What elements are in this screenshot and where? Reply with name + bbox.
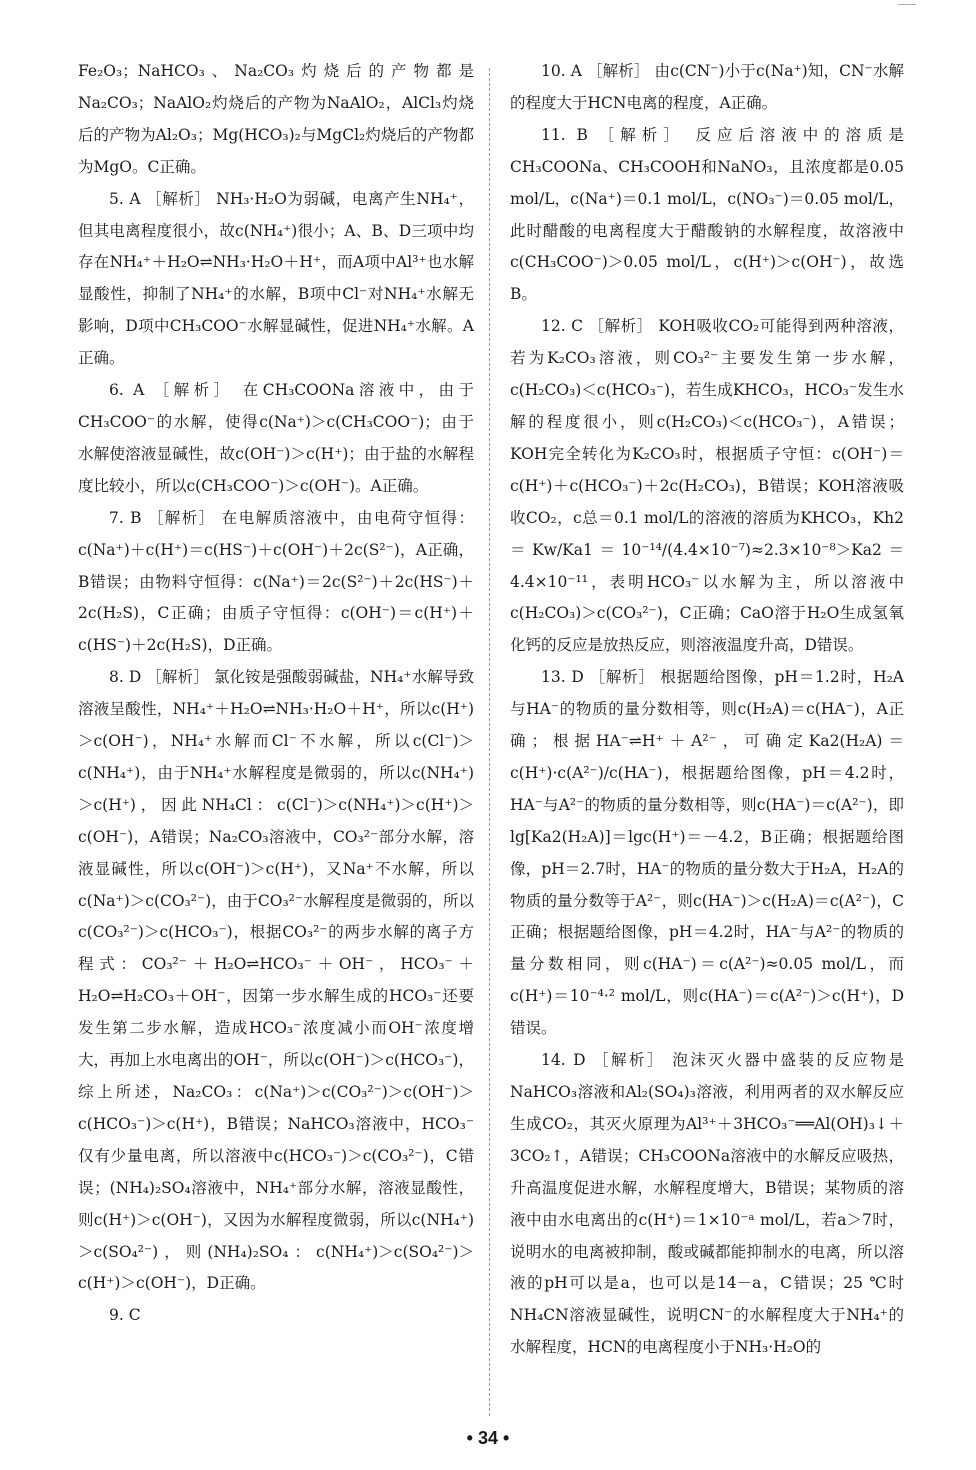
column-divider: [489, 68, 490, 1416]
corner-mark: [898, 4, 916, 5]
answer-paragraph-5: 5. A ［解析］ NH₃·H₂O为弱碱，电离产生NH₄⁺，但其电离程度很小，故c(NH₄⁺)很小；A、B、D三项中均存在NH₄⁺＋H₂O⇌NH₃·H₂O＋H⁺，而A项中Al³⁺也水解显酸性，抑制了NH₄⁺的水解，B项中Cl⁻对NH₄⁺水解无影响，D项中CH₃COO⁻水解显碱性，促进NH₄⁺水解。A正确。: [78, 189, 474, 368]
answer-paragraph-9: 9. C: [109, 1306, 141, 1325]
answer-paragraph-13: 13. D ［解析］ 根据题给图像，pH＝1.2时，H₂A与HA⁻的物质的量分数相等，则c(H₂A)＝c(HA⁻)，A正确；根据HA⁻⇌H⁺＋A²⁻，可确定Ka2(H₂A)＝c(H⁺)·c(A²⁻)/c(HA⁻)，根据题给图像，pH＝4.2时，HA⁻与A²⁻的物质的量分数相等，则c(HA⁻)＝c(A²⁻)，即lg[Ka2(H₂A)]＝lgc(H⁺)＝－4.2，B正确；根据题给图像，pH＝2.7时，HA⁻的物质的量分数大于H₂A，H₂A的物质的量分数等于A²⁻，则c(HA⁻)＞c(H₂A)＝c(A²⁻)，C正确；根据题给图像，pH＝4.2时，HA⁻与A²⁻的物质的量分数相同，则c(HA⁻)＝c(A²⁻)≈0.05 mol/L，而c(H⁺)＝10⁻⁴·² mol/L，则c(HA⁻)＝c(A²⁻)＞c(H⁺)，D错误。: [510, 668, 904, 1038]
left-column: [78, 56, 474, 1332]
answer-paragraph-4-cont: Fe₂O₃；NaHCO₃、Na₂CO₃灼烧后的产物都是Na₂CO₃；NaAlO₂灼烧后的产物为NaAlO₂，AlCl₃灼烧后的产物为Al₂O₃；Mg(HCO₃)₂与MgCl₂灼烧后的产物都为MgO。C正确。: [78, 62, 474, 176]
answer-paragraph-6: 6. A ［解析］ 在CH₃COONa溶液中，由于CH₃COO⁻的水解，使得c(Na⁺)＞c(CH₃COO⁻)；由于水解使溶液显碱性，故c(OH⁻)＞c(H⁺)；由于盐的水解程度比较小，所以c(CH₃COO⁻)＞c(OH⁻)。A正确。: [78, 381, 474, 495]
answer-paragraph-10: 10. A ［解析］ 由c(CN⁻)小于c(Na⁺)知，CN⁻水解的程度大于HCN电离的程度，A正确。: [510, 62, 904, 112]
answer-paragraph-8: 8. D ［解析］ 氯化铵是强酸弱碱盐，NH₄⁺水解导致溶液呈酸性，NH₄⁺＋H₂O⇌NH₃·H₂O＋H⁺，所以c(H⁺)＞c(OH⁻)，NH₄⁺水解而Cl⁻不水解，所以c(Cl⁻)＞c(NH₄⁺)，由于NH₄⁺水解程度是微弱的，所以c(NH₄⁺)＞c(H⁺)，因此NH₄Cl：c(Cl⁻)＞c(NH₄⁺)＞c(H⁺)＞c(OH⁻)，A错误；Na₂CO₃溶液中，CO₃²⁻部分水解，溶液显碱性，所以c(OH⁻)＞c(H⁺)，又Na⁺不水解，所以c(Na⁺)＞c(CO₃²⁻)，由于CO₃²⁻水解程度是微弱的，所以c(CO₃²⁻)＞c(HCO₃⁻)，根据CO₃²⁻的两步水解的离子方程式：CO₃²⁻＋H₂O⇌HCO₃⁻＋OH⁻，HCO₃⁻＋H₂O⇌H₂CO₃＋OH⁻，因第一步水解生成的HCO₃⁻还要发生第二步水解，造成HCO₃⁻浓度减小而OH⁻浓度增大，再加上水电离出的OH⁻，所以c(OH⁻)＞c(HCO₃⁻)，综上所述，Na₂CO₃：c(Na⁺)＞c(CO₃²⁻)＞c(OH⁻)＞c(HCO₃⁻)＞c(H⁺)，B错误；NaHCO₃溶液中，HCO₃⁻仅有少量电离，所以溶液中c(HCO₃⁻)＞c(CO₃²⁻)，C错误；(NH₄)₂SO₄溶液中，NH₄⁺部分水解，溶液显酸性，则c(H⁺)＞c(OH⁻)，又因为水解程度微弱，所以c(NH₄⁺)＞c(SO₄²⁻)，则(NH₄)₂SO₄：c(NH₄⁺)＞c(SO₄²⁻)＞c(H⁺)＞c(OH⁻)，D正确。: [78, 668, 474, 1293]
answer-paragraph-7: 7. B ［解析］ 在电解质溶液中，由电荷守恒得：c(Na⁺)＋c(H⁺)＝c(HS⁻)＋c(OH⁻)＋2c(S²⁻)，A正确，B错误；由物料守恒得：c(Na⁺)＝2c(S²⁻)＋2c(HS⁻)＋2c(H₂S)，C正确；由质子守恒得：c(OH⁻)＝c(H⁺)＋c(HS⁻)＋2c(H₂S)，D正确。: [78, 508, 474, 655]
answer-paragraph-14: 14. D ［解析］ 泡沫灭火器中盛装的反应物是NaHCO₃溶液和Al₂(SO₄)₃溶液，利用两者的双水解反应生成CO₂，其灭火原理为Al³⁺＋3HCO₃⁻══Al(OH)₃↓＋3CO₂↑，A错误；CH₃COONa溶液中的水解反应吸热，升高温度促进水解，水解程度增大，B错误；某物质的溶液中由水电离出的c(H⁺)＝1×10⁻ᵃ mol/L，若a＞7时，说明水的电离被抑制，酸或碱都能抑制水的电离，所以溶液的pH可以是a，也可以是14－a，C错误；25 ℃时NH₄CN溶液显碱性，说明CN⁻的水解程度大于NH₄⁺的水解程度，HCN的电离程度小于NH₃·H₂O的: [510, 1051, 904, 1357]
answer-paragraph-12: 12. C ［解析］ KOH吸收CO₂可能得到两种溶液，若为K₂CO₃溶液，则CO₃²⁻主要发生第一步水解，c(H₂CO₃)＜c(HCO₃⁻)，若生成KHCO₃，HCO₃⁻发生水解的程度很小，则c(H₂CO₃)＜c(HCO₃⁻)，A错误；KOH完全转化为K₂CO₃时，根据质子守恒：c(OH⁻)＝c(H⁺)＋c(HCO₃⁻)＋2c(H₂CO₃)，B错误；KOH溶液吸收CO₂，c总＝0.1 mol/L的溶液的溶质为KHCO₃，Kh2＝Kw/Ka1＝10⁻¹⁴/(4.4×10⁻⁷)≈2.3×10⁻⁸＞Ka2＝4.4×10⁻¹¹，表明HCO₃⁻以水解为主，所以溶液中c(H₂CO₃)＞c(CO₃²⁻)，C正确；CaO溶于H₂O生成氢氧化钙的反应是放热反应，则溶液温度升高，D错误。: [510, 317, 904, 655]
answer-paragraph-11: 11. B ［解析］ 反应后溶液中的溶质是CH₃COONa、CH₃COOH和NaNO₃，且浓度都是0.05 mol/L，c(Na⁺)＝0.1 mol/L，c(NO₃⁻)＝0.05 mol/L，此时醋酸的电离程度大于醋酸钠的水解程度，故溶液中c(CH₃COO⁻)＞0.05 mol/L，c(H⁺)＞c(OH⁻)，故选B。: [510, 125, 904, 304]
right-column: [510, 56, 904, 1364]
page-number: • 34 •: [466, 1428, 510, 1448]
